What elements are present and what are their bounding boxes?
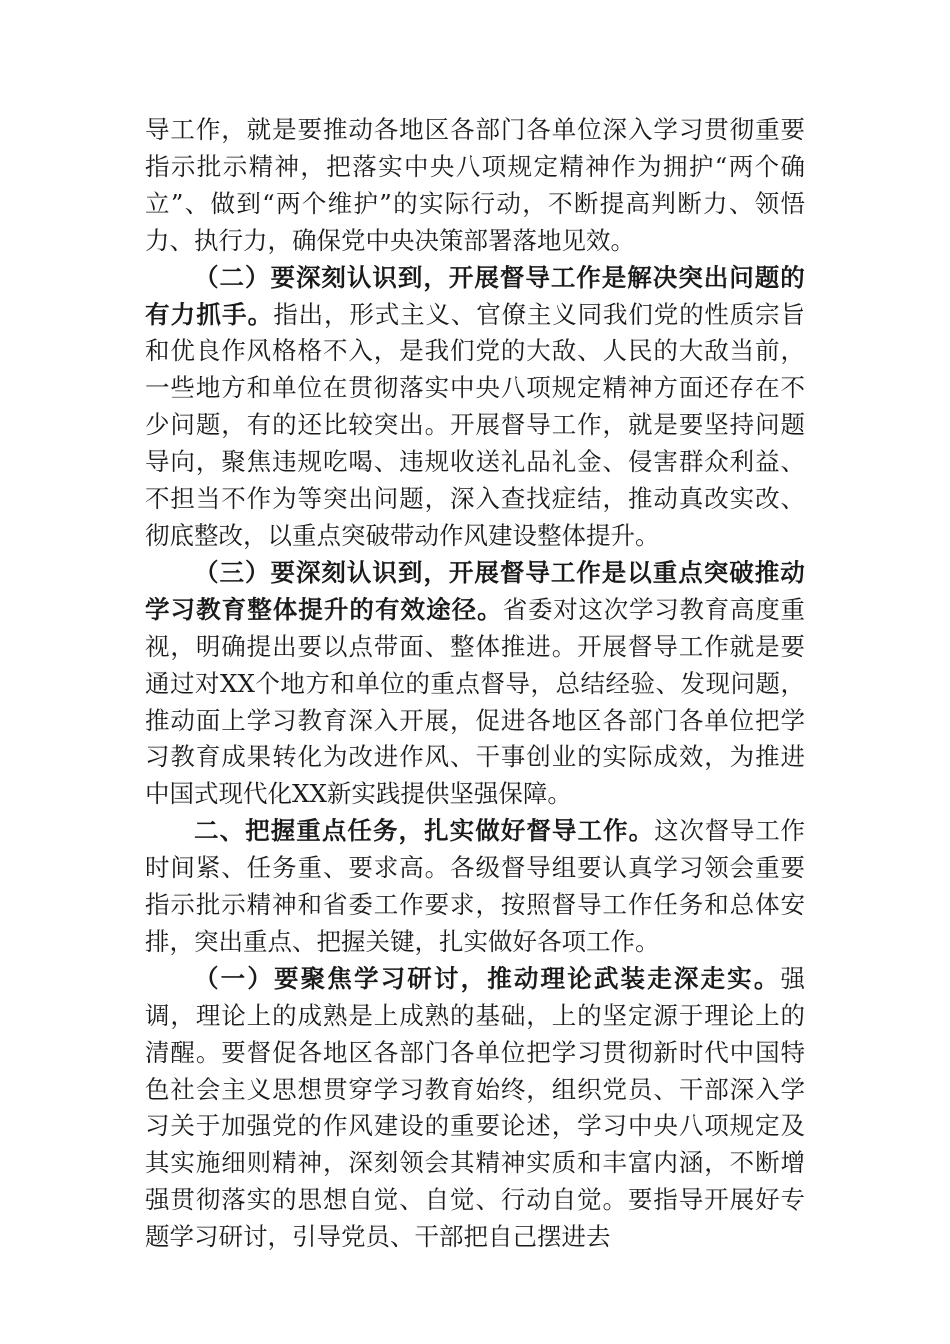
paragraph-lead-heading: （三）要深刻认识到，开展督导工作是以重点突破推动学习教育整体提升的有效途径。 [145, 557, 805, 624]
paragraph-continuation [145, 112, 805, 260]
paragraph-text: 强调，理论上的成熟是上成熟的基础，上的坚定源于理论上的清醒。要督促各地区各部门各单位把学习贯彻新时代中国特色社会主义思想贯穿学习教育始终，组织党员、干部深入学习关于加强党的作风建设的重要论述，学习中央八项规定及其实施细则精神，深刻领会其精神实质和丰富内涵，不断增强贯彻落实的思想自觉、自觉、行动自觉。要指导开展好专题学习研讨，引导党员、干部把自己摆进去 [145, 963, 805, 1252]
paragraph-text: 这次督导工作时间紧、任务重、要求高。各级督导组要认真学习领会重要指示批示精神和省委工作要求，按照督导工作任务和总体安排，突出重点、把握关键，扎实做好各项工作。 [145, 816, 805, 956]
paragraph-section-1 [145, 961, 805, 1256]
paragraph-part-two [145, 813, 805, 961]
paragraph-section-2 [145, 260, 805, 555]
paragraph-text: 省委对这次学习教育高度重视，明确提出要以点带面、整体推进。开展督导工作就是要通过对XX个地方和单位的重点督导，总结经验、发现问题，推动面上学习教育深入开展，促进各地区各部门各单位把学习教育成果转化为改进作风、干事创业的实际成效，为推进中国式现代化XX新实践提供坚强保障。 [145, 594, 806, 809]
paragraph-section-3 [145, 555, 805, 813]
paragraph-text: 导工作，就是要推动各地区各部门各单位深入学习贯彻重要指示批示精神，把落实中央八项规定精神作为拥护“两个确立”、做到“两个维护”的实际行动，不断提高判断力、领悟力、执行力，确保党中央决策部署落地见效。 [145, 115, 805, 255]
paragraph-lead-heading: 二、把握重点任务，扎实做好督导工作。 [194, 816, 655, 846]
paragraph-text: 指出，形式主义、官僚主义同我们党的性质宗旨和优良作风格格不入，是我们党的大敌、人民的大敌当前，一些地方和单位在贯彻落实中央八项规定精神方面还存在不少问题，有的还比较突出。开展督导工作，就是要坚持问题导向，聚焦违规吃喝、违规收送礼品礼金、侵害群众利益、不担当不作为等突出问题，深入查找症结，推动真改实改、彻底整改，以重点突破带动作风建设整体提升。 [145, 299, 806, 550]
paragraph-lead-heading: （一）要聚焦学习研讨，推动理论武装走深走实。 [194, 963, 781, 993]
document-page [145, 112, 805, 1256]
paragraph-lead-heading: （二）要深刻认识到，开展督导工作是解决突出问题的有力抓手。 [145, 262, 805, 329]
